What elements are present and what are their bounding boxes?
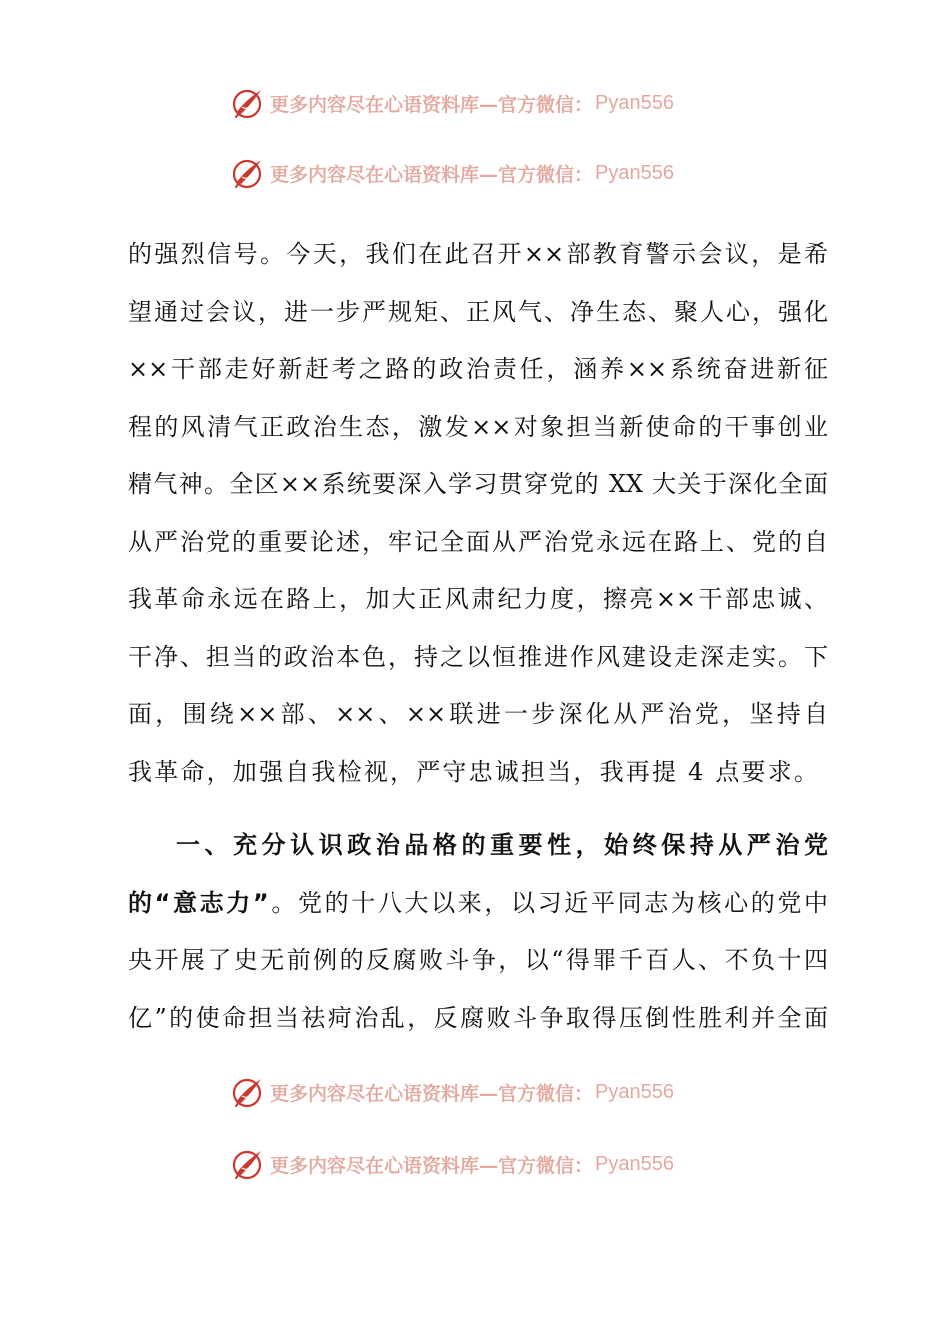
section-heading: 一、充分认识政治品格的重要性，始终保持从严治党 — [176, 831, 828, 859]
paragraph-2 — [128, 817, 828, 1047]
watermark-text: 更多内容尽在心语资料库—官方微信： — [270, 93, 594, 116]
text-line: 望通过会议，进一步严规矩、正风气、净生态、聚人心，强化 — [128, 297, 828, 326]
text-line: 面，围绕××部、××、××联进一步深化从严治党，坚持自 — [128, 700, 828, 728]
paragraph-1 — [128, 226, 828, 801]
watermark-wechat-id: Pyan556 — [595, 91, 674, 114]
text-line: 精气神。全区××系统要深入学习贯穿党的 XX 大关于深化全面 — [128, 470, 828, 498]
text-line: 从严治党的重要论述，牢记全面从严治党永远在路上、党的自 — [128, 527, 828, 556]
text-line: 的强烈信号。今天，我们在此召开××部教育警示会议，是希 — [128, 240, 828, 268]
watermark-banner — [230, 1144, 730, 1184]
text-line: 我革命永远在路上，加大正风肃纪力度，擦亮××干部忠诚、 — [128, 585, 828, 613]
section-heading-continued: 的“意志力” — [128, 888, 269, 917]
watermark-wechat-id: Pyan556 — [595, 1080, 674, 1103]
text-line: ××干部走好新赶考之路的政治责任，涵养××系统奋进新征 — [128, 355, 828, 383]
watermark-text: 更多内容尽在心语资料库—官方微信： — [270, 163, 594, 186]
watermark-text: 更多内容尽在心语资料库—官方微信： — [270, 1154, 594, 1177]
text-line: 央开展了史无前例的反腐败斗争，以“得罪千百人、不负十四 — [128, 946, 828, 974]
pen-logo-icon — [230, 1146, 266, 1182]
pen-logo-icon — [230, 1074, 266, 1110]
text-line-rest: 。党的十八大以来，以习近平同志为核心的党中 — [268, 888, 829, 917]
watermark-text: 更多内容尽在心语资料库—官方微信： — [270, 1082, 594, 1105]
watermark-wechat-id: Pyan556 — [595, 161, 674, 184]
text-line: 干净、担当的政治本色，持之以恒推进作风建设走深走实。下 — [128, 642, 828, 671]
watermark-wechat-id: Pyan556 — [595, 1152, 674, 1175]
watermark-banner — [230, 153, 730, 193]
text-line: 亿”的使命担当祛疴治乱，反腐败斗争取得压倒性胜利并全面 — [128, 1003, 828, 1032]
watermark-banner — [230, 83, 730, 123]
text-line — [128, 875, 828, 933]
watermark-banner — [230, 1072, 730, 1112]
text-line: 我革命，加强自我检视，严守忠诚担当，我再提 4 点要求。 — [128, 757, 821, 786]
pen-logo-icon — [230, 85, 266, 121]
text-line: 程的风清气正政治生态，激发××对象担当新使命的干事创业 — [128, 412, 828, 441]
pen-logo-icon — [230, 155, 266, 191]
